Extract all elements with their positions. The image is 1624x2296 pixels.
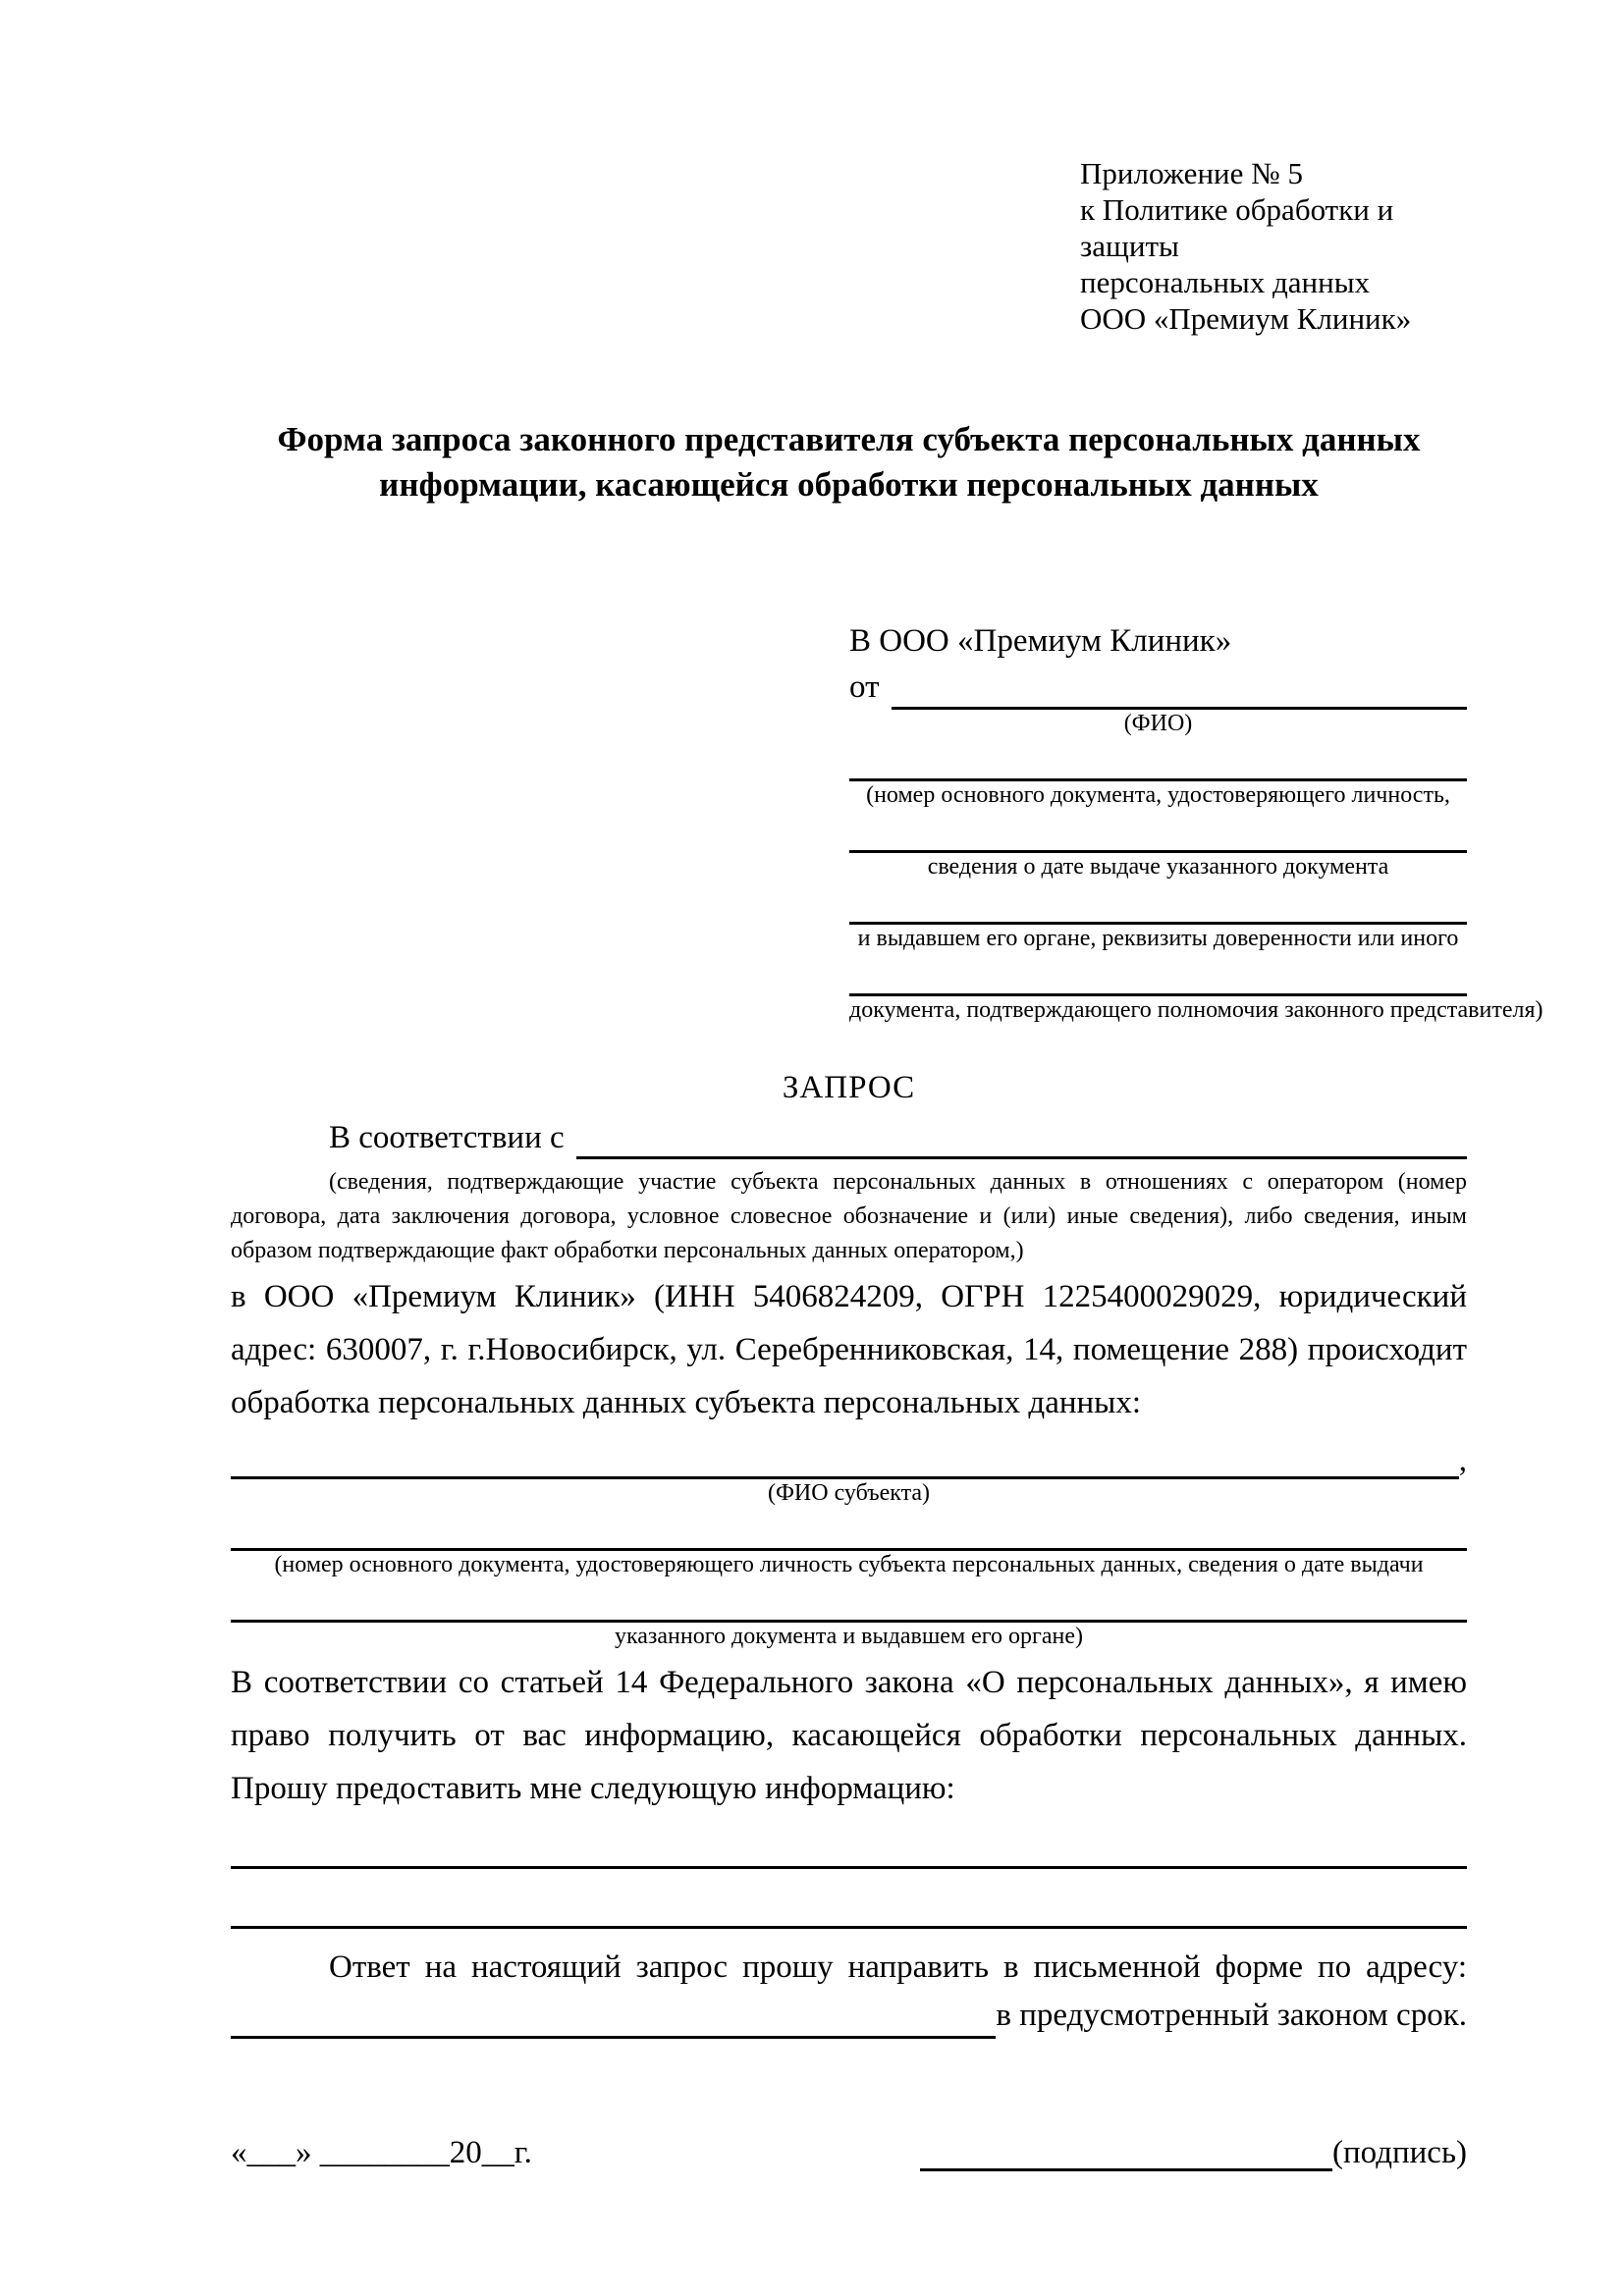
info-blank-line-1 <box>231 1815 1467 1869</box>
blank-line-issue-date <box>849 811 1467 853</box>
signature-group <box>920 2133 1467 2171</box>
intro-label: В соответствии с <box>329 1120 565 1155</box>
request-heading: ЗАПРОС <box>782 1070 916 1105</box>
caption-doc-number: (номер основного документа, удостоверяющего личность, <box>866 782 1450 808</box>
subject-fio-blank-line <box>231 1439 1459 1479</box>
caption-issue-date: сведения о дате выдаче указанного документа <box>927 854 1389 880</box>
appendix-block <box>1080 155 1467 337</box>
subject-doc-caption-1: (номер основного документа, удостоверяющего личность субъекта персональных данных, сведения о дате выдачи <box>274 1552 1424 1577</box>
blank-line-doc-number <box>849 739 1467 781</box>
signature-blank-line <box>920 2133 1332 2171</box>
answer-address-blank-line <box>231 2001 996 2039</box>
footer-row <box>231 2133 1467 2171</box>
document-title: Форма запроса законного представителя субъекта персональных данных информации, касающейся обработки персональных данных <box>277 420 1421 504</box>
from-label: от <box>849 669 880 705</box>
signature-caption: (подпись) <box>1332 2135 1467 2170</box>
law-paragraph: В соответствии со статьей 14 Федерального закона «О персональных данных», я имею право получить от вас информацию, касающейся обработки персональных данных. Прошу предоставить мне следующую информацию: <box>231 1665 1467 1806</box>
subject-fio-comma: , <box>1458 1443 1467 1478</box>
from-row <box>849 665 1467 710</box>
subject-doc-blank-line-1 <box>231 1507 1467 1551</box>
answer-paragraph: Ответ на настоящий запрос прошу направить в письменной форме по адресу: <box>329 1949 1467 1985</box>
addressee-company: В ООО «Премиум Клиник» <box>849 623 1232 659</box>
fio-caption: (ФИО) <box>1123 711 1193 736</box>
subject-doc-blank-line-2 <box>231 1578 1467 1623</box>
subject-fio-caption: (ФИО субъекта) <box>767 1480 931 1506</box>
info-blank-line-2 <box>231 1869 1467 1929</box>
caption-issuing-authority: и выдавшем его органе, реквизиты доверенности или иного <box>857 926 1459 951</box>
intro-caption: (сведения, подтверждающие участие субъекта персональных данных в отношениях с оператором (номер договора, дата заключения договора, условное словесное обозначение и (или) иные сведения), либо сведения, иным образом подтверждающие факт обработки персональных данных оператором,) <box>231 1169 1467 1263</box>
appendix-line-1: Приложение № 5 <box>1080 156 1303 190</box>
operator-paragraph: в ООО «Премиум Клиник» (ИНН 5406824209, ОГРН 1225400029029, юридический адрес: 630007, г. г.Новосибирск, ул. Серебренниковская, 14, помещение 288) происходит обработка персональных данных субъекта персональных данных: <box>231 1279 1467 1420</box>
intro-blank-line <box>576 1156 1467 1159</box>
subject-fio-blank-row <box>231 1439 1467 1479</box>
appendix-line-2: к Политике обработки и защиты <box>1080 192 1394 263</box>
date-line: «___» ________20__г. <box>231 2135 532 2170</box>
addressee-block <box>849 617 1543 1024</box>
caption-authority-document: документа, подтверждающего полномочия законного представителя) <box>849 997 1543 1023</box>
blank-line-issuing-authority <box>849 882 1467 925</box>
subject-doc-caption-2: указанного документа и выдавшем его органе) <box>614 1624 1084 1649</box>
appendix-line-4: ООО «Премиум Клиник» <box>1080 301 1412 336</box>
appendix-line-3: персональных данных <box>1080 265 1371 299</box>
blank-line-authority-document <box>849 954 1467 996</box>
answer-address-row <box>231 1992 1467 2039</box>
intro-row <box>231 1116 1467 1159</box>
answer-tail: в предусмотренный законом срок. <box>996 1998 1467 2033</box>
